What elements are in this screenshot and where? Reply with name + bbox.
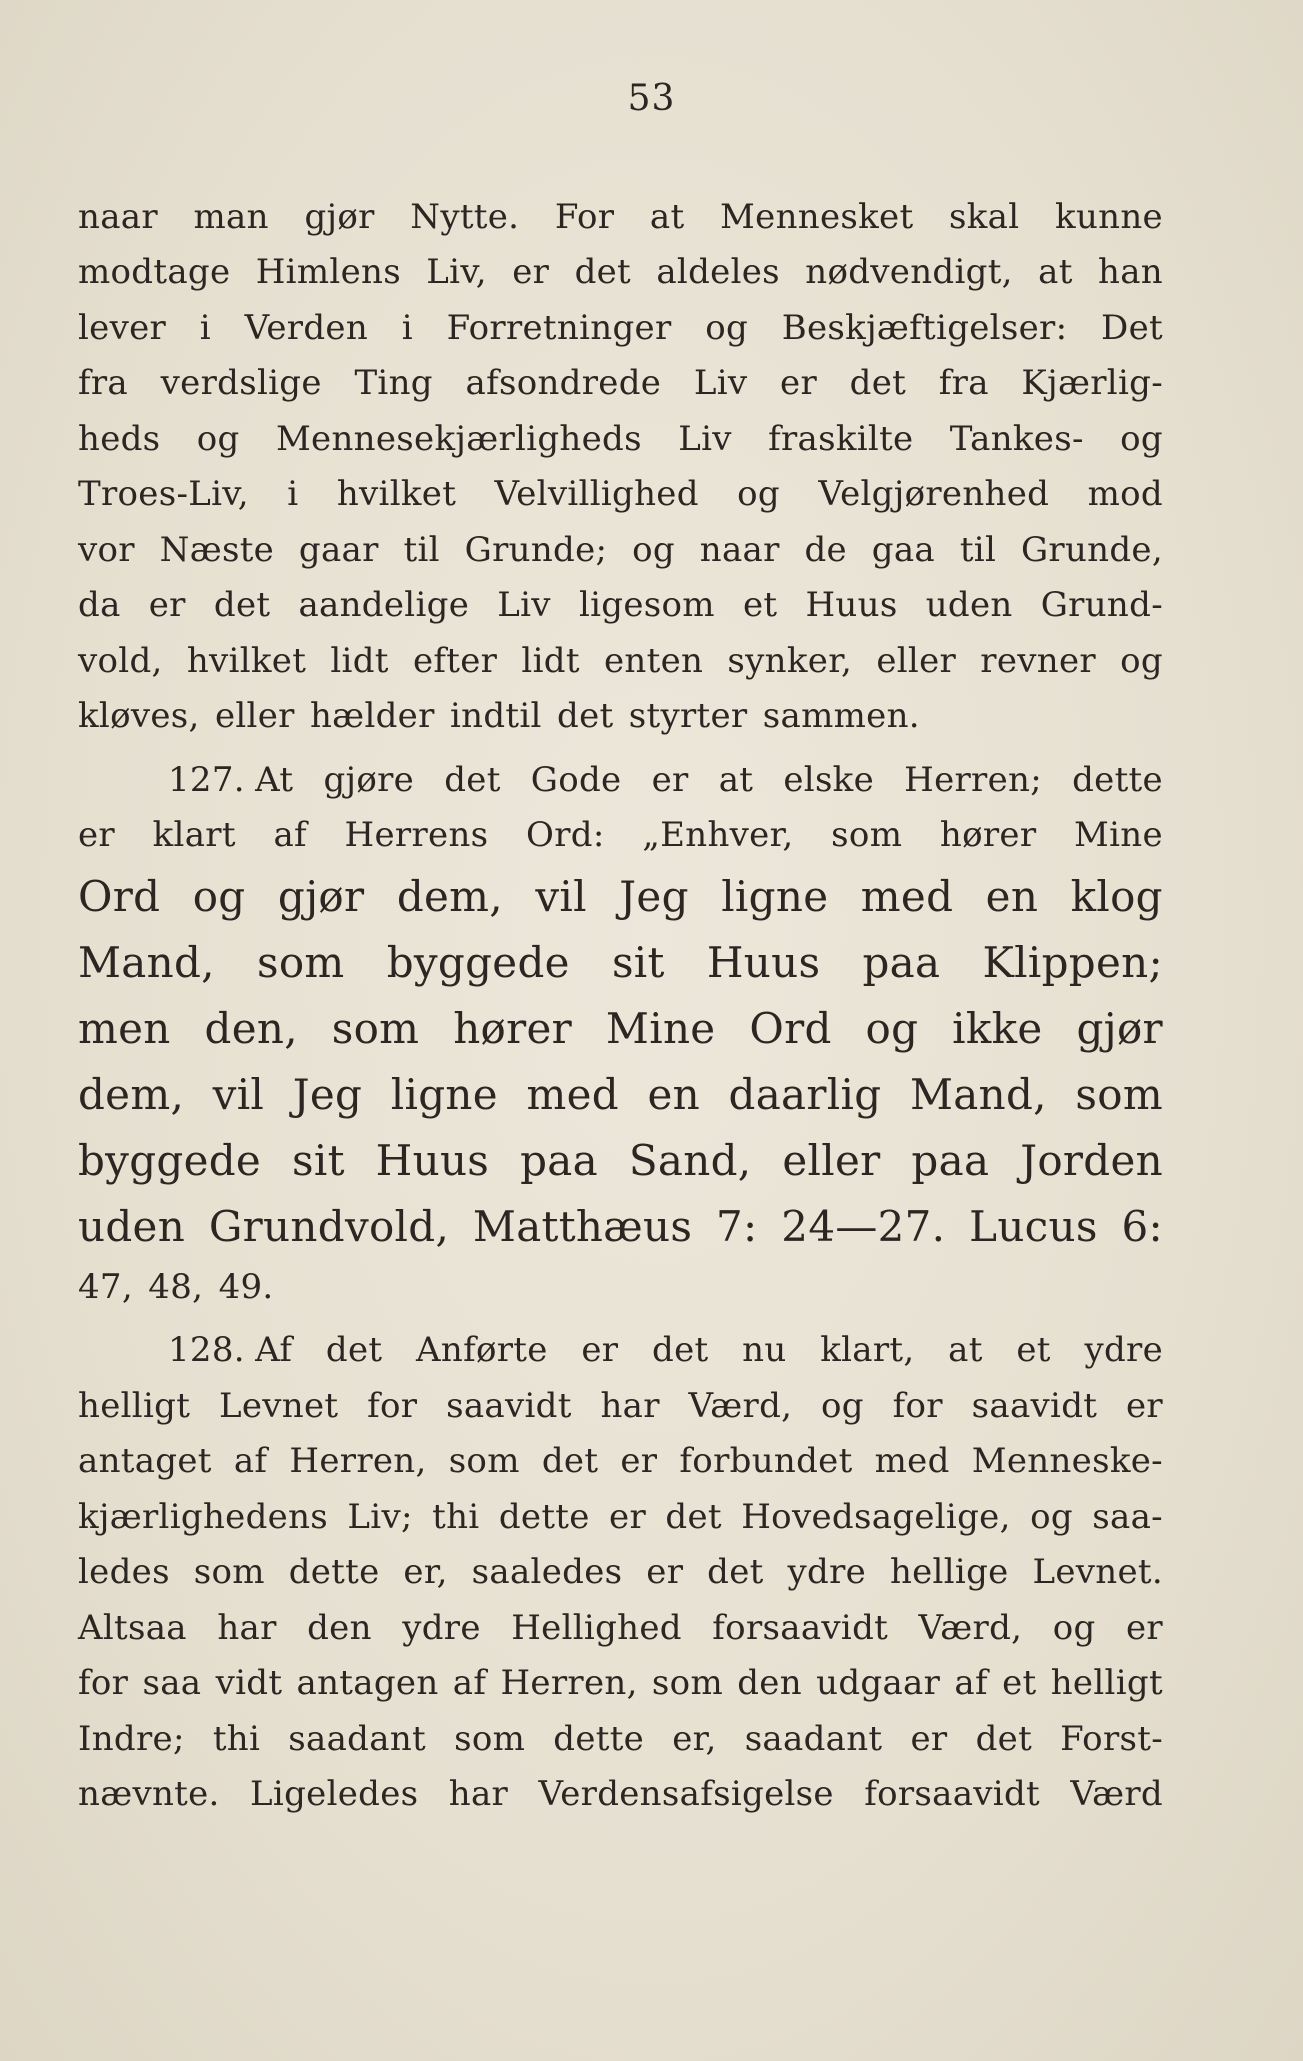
word: Liv;	[347, 1496, 413, 1537]
word: Grunde,	[1020, 529, 1163, 570]
word: Grunde;	[464, 529, 608, 570]
word: det	[975, 1718, 1033, 1759]
word: afsondrede	[465, 363, 662, 403]
word: den	[307, 1607, 372, 1648]
word: i	[401, 307, 413, 348]
word: thi	[212, 1718, 261, 1759]
word: har	[217, 1607, 277, 1648]
word: Mand,	[78, 938, 215, 987]
word: ydre	[787, 1552, 867, 1592]
word: Lucus	[969, 1202, 1098, 1251]
word: Huus	[375, 1136, 490, 1185]
word: dette	[498, 1496, 590, 1537]
word: forbundet	[679, 1441, 853, 1481]
word: efter	[412, 640, 498, 681]
word: Forretninger	[446, 307, 672, 348]
word: indtil	[449, 696, 542, 736]
text-line	[78, 289, 1163, 348]
word: nødvendigt,	[805, 252, 1013, 292]
word: 49.	[218, 1266, 274, 1307]
word: det	[665, 1496, 722, 1537]
text-line	[78, 984, 1163, 1053]
word: gjøre	[323, 759, 415, 800]
word: hvilket	[186, 640, 307, 681]
word: et	[1002, 1663, 1037, 1703]
word: den	[737, 1663, 802, 1703]
word: dette	[553, 1718, 645, 1759]
word: af	[954, 1663, 988, 1703]
body-text	[78, 178, 1163, 1814]
word: af	[452, 1663, 487, 1703]
word: at	[649, 196, 685, 237]
word: hører	[453, 1004, 573, 1053]
word: og	[737, 474, 780, 514]
word: antaget	[78, 1441, 212, 1481]
word: synker,	[727, 640, 853, 681]
text-line	[78, 1589, 1163, 1648]
word: heds	[78, 418, 161, 459]
word: 7:	[716, 1202, 758, 1251]
word: for	[78, 1663, 129, 1703]
word: Anførte	[416, 1330, 548, 1370]
word: Nytte.	[410, 196, 520, 237]
word: 6:	[1121, 1202, 1163, 1251]
word: 24—27.	[781, 1202, 946, 1251]
word: gjør	[277, 872, 365, 921]
word: Mine	[605, 1004, 716, 1053]
word: er	[609, 1496, 647, 1537]
word: at	[948, 1330, 983, 1370]
word: thi	[432, 1496, 480, 1537]
word: uden	[925, 585, 1013, 625]
word: er,	[672, 1718, 717, 1759]
word: man	[193, 196, 269, 237]
word: For	[554, 196, 615, 237]
word: elske	[783, 759, 875, 800]
word: for	[367, 1385, 418, 1426]
text-line	[78, 1367, 1163, 1426]
word: Verden	[244, 307, 369, 348]
word: sammen.	[762, 696, 920, 736]
word: fraskilte	[768, 418, 914, 459]
word: i	[287, 474, 299, 514]
word: af	[233, 1441, 268, 1481]
word: det	[652, 1330, 709, 1370]
word: som	[651, 1663, 723, 1703]
word: er	[512, 252, 550, 292]
word: naar	[699, 529, 780, 570]
text-line	[78, 1700, 1163, 1759]
word: og	[632, 529, 675, 570]
word: Herren;	[904, 759, 1042, 800]
word: klart,	[820, 1330, 915, 1370]
word: det	[444, 759, 501, 800]
word: en	[985, 872, 1039, 921]
word: gjør	[1076, 1004, 1163, 1053]
word: ligne	[390, 1070, 498, 1119]
word: eller	[214, 696, 295, 736]
word: Ting	[354, 363, 433, 403]
word: paa	[862, 938, 941, 987]
word: fra	[78, 363, 129, 403]
text-line	[78, 1423, 1163, 1479]
word: Levnet	[218, 1385, 339, 1426]
word: aandelige	[298, 585, 470, 625]
word: og	[196, 418, 240, 459]
page-number: 53	[627, 78, 676, 119]
word: verdslige	[160, 363, 322, 403]
word: er	[1126, 1385, 1163, 1426]
word: de	[804, 529, 847, 570]
word: dem,	[78, 1070, 185, 1119]
word: Af	[255, 1330, 293, 1370]
text-line	[78, 234, 1163, 290]
word: skal	[949, 196, 1020, 237]
word: det	[707, 1552, 764, 1592]
word: det	[574, 252, 632, 292]
word: det	[325, 1330, 383, 1370]
word: Liv,	[426, 252, 487, 292]
word: har	[600, 1385, 660, 1426]
word: som	[256, 938, 345, 987]
word: i	[199, 307, 211, 348]
word: er,	[403, 1552, 448, 1592]
word: saaledes	[471, 1552, 623, 1592]
text-line	[78, 1050, 1163, 1119]
word: helligt	[1050, 1663, 1163, 1703]
word: er	[651, 759, 689, 800]
word: helligt	[78, 1385, 191, 1426]
word: er	[1125, 1607, 1163, 1648]
word: og	[1120, 418, 1163, 459]
word: Troes-Liv,	[78, 474, 249, 514]
word: Forst-	[1060, 1718, 1163, 1759]
word: paa	[911, 1136, 990, 1185]
word: og	[1120, 640, 1163, 681]
word: Det	[1101, 307, 1163, 348]
word: saa	[142, 1663, 202, 1703]
text-line	[78, 622, 1163, 681]
word: Huus	[706, 938, 821, 987]
word: Ord	[78, 872, 161, 921]
word: Ligeledes	[250, 1774, 419, 1814]
word: til	[959, 529, 997, 570]
word: til	[403, 529, 440, 570]
word: Jeg	[619, 872, 689, 921]
word: gaar	[298, 529, 379, 570]
word: gaa	[871, 529, 935, 570]
word: Gode	[530, 759, 622, 800]
word: da	[78, 585, 121, 625]
text-line	[78, 1645, 1163, 1701]
word: Levnet.	[1032, 1552, 1163, 1592]
word: udgaar	[816, 1663, 941, 1703]
word: Liv	[678, 418, 732, 459]
word: det	[541, 1441, 599, 1481]
word: hælder	[309, 696, 435, 736]
word: Værd,	[918, 1607, 1023, 1648]
paragraph-number: 127.	[168, 759, 245, 800]
word: daarlig	[728, 1070, 882, 1119]
word: hvilket	[336, 474, 457, 514]
word: enten	[604, 640, 704, 681]
word: 48,	[148, 1266, 204, 1307]
word: sit	[611, 938, 665, 987]
word: at	[718, 759, 754, 800]
text-line	[78, 1534, 1163, 1590]
word: hører	[939, 815, 1037, 855]
word: er	[148, 585, 186, 625]
word: Grundvold,	[208, 1202, 450, 1251]
word: Verdensafsigelse	[538, 1774, 834, 1814]
word: „Enhver,	[642, 815, 794, 855]
word: ydre	[402, 1607, 481, 1648]
word: dem,	[396, 872, 503, 921]
word: Beskjæftigelser:	[781, 307, 1068, 348]
word: nu	[742, 1330, 787, 1370]
word: Herren,	[500, 1663, 638, 1703]
word: som	[448, 1441, 520, 1481]
word: er	[910, 1718, 948, 1759]
word: ligesom	[578, 585, 715, 625]
word: hellige	[889, 1552, 1009, 1592]
word: Indre;	[78, 1718, 185, 1759]
word: ikke	[952, 1004, 1043, 1053]
word: med	[874, 1441, 950, 1481]
text-line	[78, 1478, 1163, 1537]
word: ydre	[1084, 1330, 1163, 1370]
word: eller	[876, 640, 957, 681]
word: og	[865, 1004, 919, 1053]
word: Næste	[159, 529, 275, 570]
text-line	[78, 400, 1163, 459]
word: paa	[520, 1136, 598, 1185]
text-line	[78, 1248, 1163, 1307]
word: Jeg	[292, 1070, 363, 1119]
word: vil	[212, 1070, 265, 1119]
word: er	[646, 1552, 684, 1592]
word: som	[193, 1552, 265, 1592]
word: Grund-	[1040, 585, 1163, 625]
word: forsaavidt	[712, 1607, 889, 1648]
word: byggede	[386, 938, 570, 987]
text-line	[78, 567, 1163, 623]
word: saavidt	[971, 1385, 1098, 1426]
word: At	[255, 759, 294, 800]
text-line	[78, 741, 1163, 800]
word: nævnte.	[78, 1774, 220, 1814]
word: naar	[78, 196, 158, 237]
word: Hellighed	[511, 1607, 682, 1648]
word: saa-	[1092, 1496, 1163, 1537]
word: sit	[292, 1136, 345, 1185]
word: og	[192, 872, 246, 921]
paragraph-128	[78, 1312, 1163, 1812]
word: Herren,	[289, 1441, 427, 1481]
word: saadant	[288, 1718, 426, 1759]
word: Mennesket	[720, 196, 914, 237]
word: saadant	[744, 1718, 883, 1759]
word: at	[1038, 252, 1073, 292]
word: et	[1016, 1330, 1051, 1370]
word: lever	[78, 307, 167, 348]
paragraph-number: 128.	[168, 1330, 245, 1370]
text-line	[78, 456, 1163, 512]
word: vidt	[215, 1663, 283, 1703]
word: og	[1052, 1607, 1096, 1648]
word: dette	[1072, 759, 1163, 800]
word: Menneske-	[971, 1441, 1163, 1481]
word: vil	[535, 872, 587, 921]
word: kjærlighedens	[78, 1496, 329, 1537]
word: Velgjørenhed	[818, 474, 1050, 514]
word: modtage	[78, 252, 231, 292]
word: det	[849, 363, 907, 403]
word: han	[1098, 252, 1163, 292]
word: som	[454, 1718, 526, 1759]
word: Huus	[805, 585, 898, 625]
word: gjør	[304, 196, 375, 237]
word: det	[557, 696, 614, 736]
word: mod	[1087, 474, 1163, 514]
word: som	[831, 815, 903, 855]
word: det	[213, 585, 271, 625]
word: Himlens	[255, 252, 401, 292]
word: Sand,	[628, 1136, 752, 1185]
text-line	[78, 1756, 1163, 1812]
word: for	[892, 1385, 943, 1426]
text-line	[78, 178, 1163, 237]
text-line	[78, 1116, 1163, 1185]
paragraph-continuation	[78, 178, 1163, 736]
word: Jorden	[1020, 1136, 1163, 1185]
word: Mennesekjærligheds	[275, 418, 642, 459]
word: Mand,	[909, 1070, 1047, 1119]
word: og	[821, 1385, 864, 1426]
word: Altsaa	[78, 1607, 187, 1648]
word: revner	[980, 640, 1096, 681]
word: Værd	[1070, 1774, 1163, 1814]
word: Hovedsagelige,	[741, 1496, 1011, 1537]
word: Mine	[1074, 815, 1163, 855]
word: forsaavidt	[864, 1774, 1041, 1814]
word: Klippen;	[982, 938, 1163, 987]
word: Ord	[749, 1004, 832, 1053]
word: dette	[288, 1552, 380, 1592]
word: som	[1075, 1070, 1163, 1119]
text-line	[78, 797, 1163, 853]
word: ligne	[721, 872, 829, 921]
word: en	[647, 1070, 700, 1119]
word: kunne	[1055, 196, 1163, 237]
word: den,	[204, 1004, 298, 1053]
word: som	[331, 1004, 420, 1053]
word: med	[860, 872, 954, 921]
word: er	[581, 1330, 619, 1370]
word: Ord:	[526, 815, 605, 855]
word: fra	[938, 363, 989, 403]
word: antagen	[296, 1663, 439, 1703]
word: klart	[152, 815, 236, 855]
word: af	[273, 815, 307, 855]
word: uden	[78, 1202, 186, 1251]
word: klog	[1070, 872, 1163, 921]
word: byggede	[78, 1136, 262, 1185]
word: Kjærlig-	[1021, 363, 1163, 403]
word: er	[780, 363, 818, 403]
text-line	[78, 511, 1163, 570]
text-line	[78, 918, 1163, 987]
word: ledes	[78, 1552, 170, 1592]
word: vor	[78, 529, 135, 570]
word: lidt	[521, 640, 580, 681]
word: Tankes-	[949, 418, 1084, 459]
word: er	[620, 1441, 658, 1481]
word: et	[742, 585, 778, 625]
word: aldeles	[656, 252, 780, 292]
word: Værd,	[688, 1385, 793, 1426]
word: Matthæus	[472, 1202, 693, 1251]
word: er	[78, 815, 115, 855]
text-line	[78, 1312, 1163, 1368]
word: Liv	[693, 363, 748, 403]
word: og	[1030, 1496, 1073, 1537]
word: 47,	[78, 1266, 133, 1307]
word: lidt	[330, 640, 389, 681]
word: med	[526, 1070, 619, 1119]
word: kløves,	[78, 696, 200, 736]
paragraph-127	[78, 741, 1163, 1307]
word: Liv	[497, 585, 551, 625]
word: Herrens	[344, 815, 489, 855]
word: men	[78, 1004, 171, 1053]
word: styrter	[628, 696, 748, 736]
text-line	[78, 345, 1163, 401]
text-line	[78, 678, 1163, 734]
word: vold,	[78, 640, 163, 681]
text-line	[78, 1182, 1163, 1251]
text-line	[78, 852, 1163, 921]
word: og	[705, 307, 749, 348]
word: Velvillighed	[494, 474, 699, 514]
word: har	[448, 1774, 509, 1814]
word: eller	[782, 1136, 881, 1185]
word: saavidt	[446, 1385, 572, 1426]
